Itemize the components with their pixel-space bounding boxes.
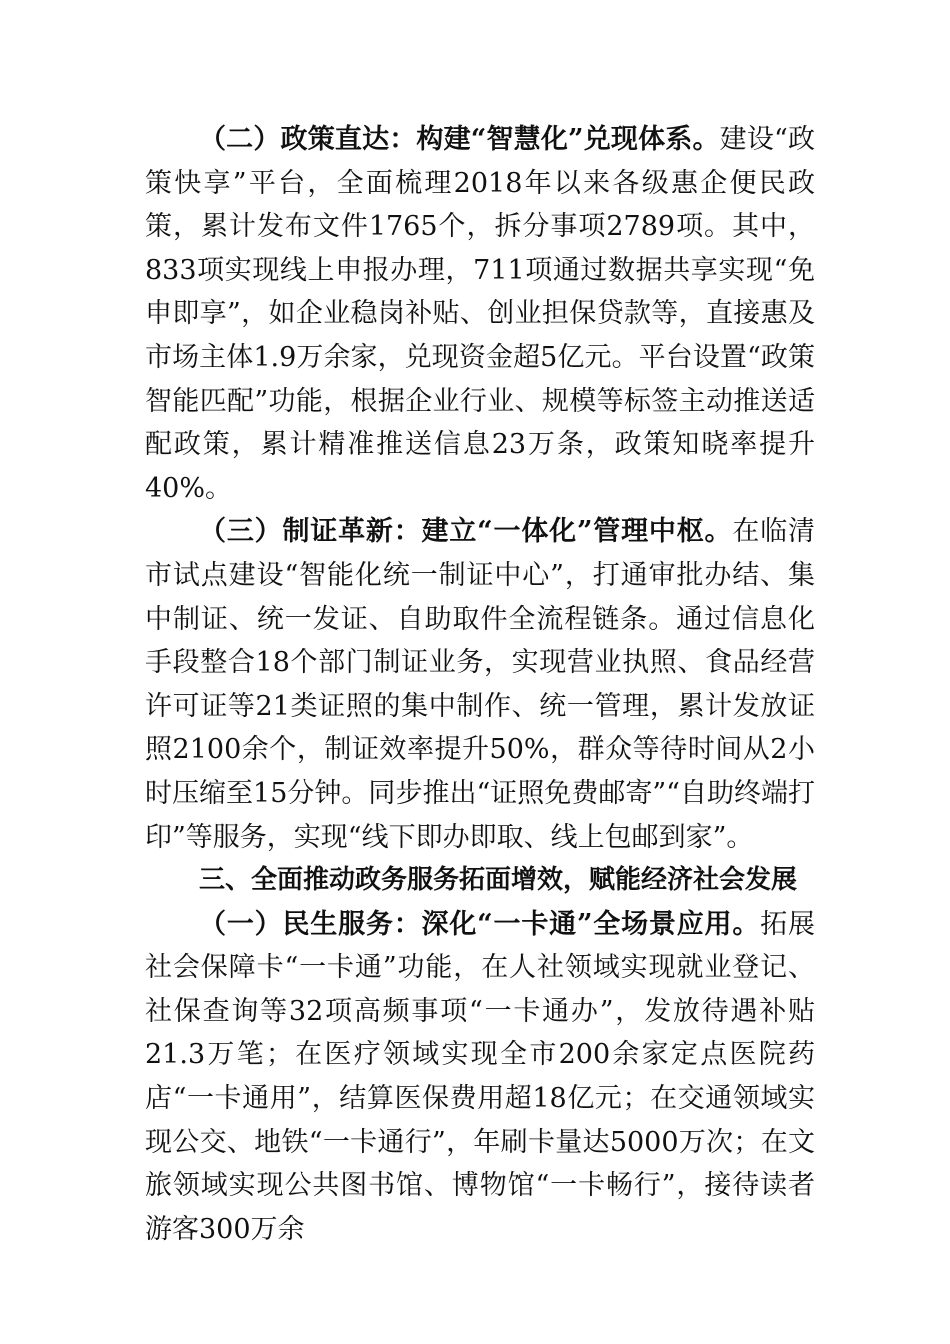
document-body <box>145 118 815 1251</box>
paragraph-lead: （一）民生服务：深化“一卡通”全场景应用。 <box>199 908 761 940</box>
paragraph-text: 建设“政策快享”平台，全面梳理2018年以来各级惠企便民政策，累计发布文件1765个，拆分事项2789项。其中，833项实现线上申报办理，711项通过数据共享实现“免申即享”，如企业稳岗补贴、创业担保贷款等，直接惠及市场主体1.9万余家，兑现资金超5亿元。平台设置“政策智能匹配”功能，根据企业行业、规模等标签主动推送适配政策，累计精准推送信息23万条，政策知晓率提升40%。 <box>145 124 815 504</box>
paragraph-livelihood-service <box>145 903 815 1252</box>
paragraph-text: 在临清市试点建设“智能化统一制证中心”，打通审批办结、集中制证、统一发证、自助取件全流程链条。通过信息化手段整合18个部门制证业务，实现营业执照、食品经营许可证等21类证照的集中制作、统一管理，累计发放证照2100余个，制证效率提升50%，群众等待时间从2小时压缩至15分钟。同步推出“证照免费邮寄”“自助终端打印”等服务，实现“线下即办即取、线上包邮到家”。 <box>145 516 816 853</box>
paragraph-text: 拓展社会保障卡“一卡通”功能，在人社领域实现就业登记、社保查询等32项高频事项“一卡通办”，发放待遇补贴21.3万笔；在医疗领域实现全市200余家定点医院药店“一卡通用”，结算医保费用超18亿元；在交通领域实现公交、地铁“一卡通行”，年刷卡量达5000万次；在文旅领域实现公共图书馆、博物馆“一卡畅行”，接待读者游客300万余 <box>145 908 816 1245</box>
section-heading: 三、全面推动政务服务拓面增效，赋能经济社会发展 <box>199 865 798 896</box>
paragraph-policy-direct <box>145 118 815 510</box>
paragraph-lead: （二）政策直达：构建“智慧化”兑现体系。 <box>199 124 720 155</box>
paragraph-lead: （三）制证革新：建立“一体化”管理中枢。 <box>199 516 733 548</box>
paragraph-license-innovation <box>145 510 815 859</box>
